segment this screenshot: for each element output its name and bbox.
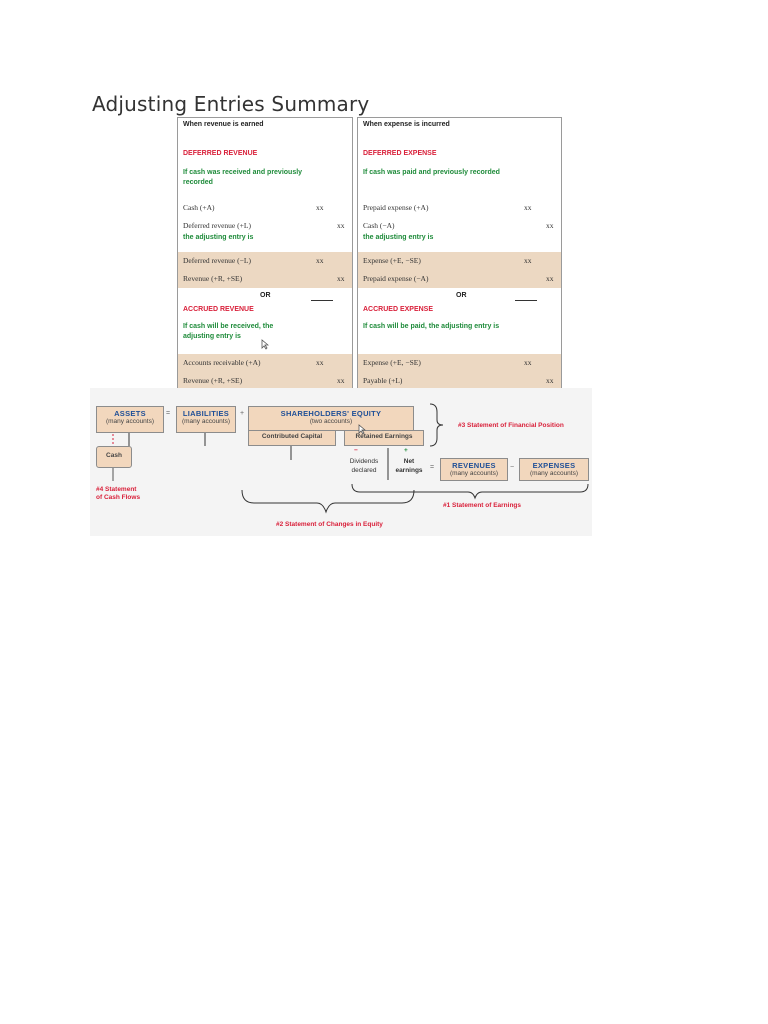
plus-indicator: + <box>404 447 408 454</box>
equity-label: SHAREHOLDERS' EQUITY <box>280 409 382 418</box>
equals-sign: = <box>166 410 171 417</box>
revenue-panel-header: When revenue is earned <box>183 121 264 128</box>
accrued-revenue-title: ACCRUED REVENUE <box>183 306 254 313</box>
expense-panel-header: When expense is incurred <box>363 121 450 128</box>
entry-deferred-revenue: Deferred revenue (+L) <box>183 221 251 230</box>
liabilities-box <box>176 406 236 433</box>
statement-1-label: #1 Statement of Earnings <box>443 502 522 509</box>
accrued-revenue-note-2: adjusting entry is <box>183 333 241 340</box>
entry-cash-credit: Cash (−A) <box>363 221 395 230</box>
cash-box <box>96 446 132 468</box>
entry-payable: Payable (+L) <box>363 376 403 385</box>
entry-cash-amount: xx <box>316 203 324 212</box>
expenses-sublabel: (many accounts) <box>529 470 579 477</box>
revenues-box <box>440 458 508 481</box>
expense-adjusting-note: the adjusting entry is <box>363 234 434 241</box>
contributed-capital-label: Contributed Capital <box>261 433 323 440</box>
statement-2-label: #2 Statement of Changes in Equity <box>276 521 383 528</box>
entry-revenue-accrued-amount: xx <box>337 376 345 385</box>
accrued-expense-title: ACCRUED EXPENSE <box>363 306 434 313</box>
minus-indicator: − <box>354 447 358 454</box>
entry-expense-debit-amount: xx <box>524 256 532 265</box>
mouse-cursor-icon-2 <box>358 424 366 435</box>
entry-deferred-revenue-debit: Deferred revenue (−L) <box>183 256 251 265</box>
accounting-equation-diagram <box>90 388 592 536</box>
entry-revenue-accrued: Revenue (+R, +SE) <box>183 376 243 385</box>
equals-sign-2: = <box>430 464 435 471</box>
revenues-label: REVENUES <box>452 461 496 470</box>
or-separator: OR <box>260 292 271 299</box>
entry-expense-accrued: Expense (+E, −SE) <box>363 358 421 367</box>
entry-accounts-receivable-amount: xx <box>316 358 324 367</box>
cash-label: Cash <box>106 452 122 459</box>
or-separator-expense: OR <box>456 292 467 299</box>
entry-prepaid-expense: Prepaid expense (+A) <box>363 203 429 212</box>
retained-earnings-label: Retained Earnings <box>355 433 413 440</box>
deferred-revenue-note-1: If cash was received and previously <box>183 169 303 176</box>
liabilities-label: LIABILITIES <box>182 409 230 418</box>
or-rule <box>311 300 333 301</box>
entry-prepaid-expense-amount: xx <box>524 203 532 212</box>
entry-prepaid-credit-amount: xx <box>546 274 554 283</box>
retained-earnings-box <box>344 430 424 446</box>
liabilities-sublabel: (many accounts) <box>181 418 231 425</box>
expenses-box <box>519 458 589 481</box>
contributed-capital-box <box>248 430 336 446</box>
equity-sublabel: (two accounts) <box>309 418 353 425</box>
accrued-revenue-note-1: If cash will be received, the <box>183 323 274 330</box>
deferred-expense-note: If cash was paid and previously recorded <box>363 169 500 176</box>
assets-box <box>96 406 164 433</box>
revenue-panel <box>177 117 353 389</box>
revenues-sublabel: (many accounts) <box>449 470 499 477</box>
entry-revenue-credit: Revenue (+R, +SE) <box>183 274 243 283</box>
net-earnings-label-2: earnings <box>395 467 423 474</box>
plus-sign: + <box>240 410 245 417</box>
net-earnings-label-1: Net <box>403 458 415 465</box>
page-title: Adjusting Entries Summary <box>92 92 370 116</box>
entry-revenue-credit-amount: xx <box>337 274 345 283</box>
expenses-label: EXPENSES <box>532 461 576 470</box>
entry-expense-debit: Expense (+E, −SE) <box>363 256 421 265</box>
deferred-revenue-note-2: recorded <box>183 179 213 186</box>
entry-cash: Cash (+A) <box>183 203 215 212</box>
entry-cash-credit-amount: xx <box>546 221 554 230</box>
accrued-expense-note: If cash will be paid, the adjusting entry is <box>363 323 500 330</box>
mouse-cursor-icon <box>261 339 269 350</box>
adjusting-note: the adjusting entry is <box>183 234 254 241</box>
entry-payable-amount: xx <box>546 376 554 385</box>
entry-prepaid-credit: Prepaid expense (−A) <box>363 274 429 283</box>
statement-3-label: #3 Statement of Financial Position <box>458 422 564 429</box>
assets-sublabel: (many accounts) <box>105 418 155 425</box>
deferred-expense-title: DEFERRED EXPENSE <box>363 150 437 157</box>
entry-deferred-revenue-debit-amount: xx <box>316 256 324 265</box>
statement-4-line-1: #4 Statement <box>96 486 137 493</box>
dividends-label-1: Dividends <box>349 458 379 465</box>
assets-label: ASSETS <box>114 409 146 418</box>
entry-expense-accrued-amount: xx <box>524 358 532 367</box>
statement-4-line-2: of Cash Flows <box>96 494 141 501</box>
entry-deferred-revenue-amount: xx <box>337 221 345 230</box>
deferred-revenue-title: DEFERRED REVENUE <box>183 150 258 157</box>
dividends-label-2: declared <box>351 467 377 474</box>
or-rule-expense <box>515 300 537 301</box>
minus-sign: − <box>510 464 515 471</box>
equity-box <box>248 406 414 431</box>
entry-accounts-receivable: Accounts receivable (+A) <box>183 358 261 367</box>
expense-panel <box>357 117 562 389</box>
